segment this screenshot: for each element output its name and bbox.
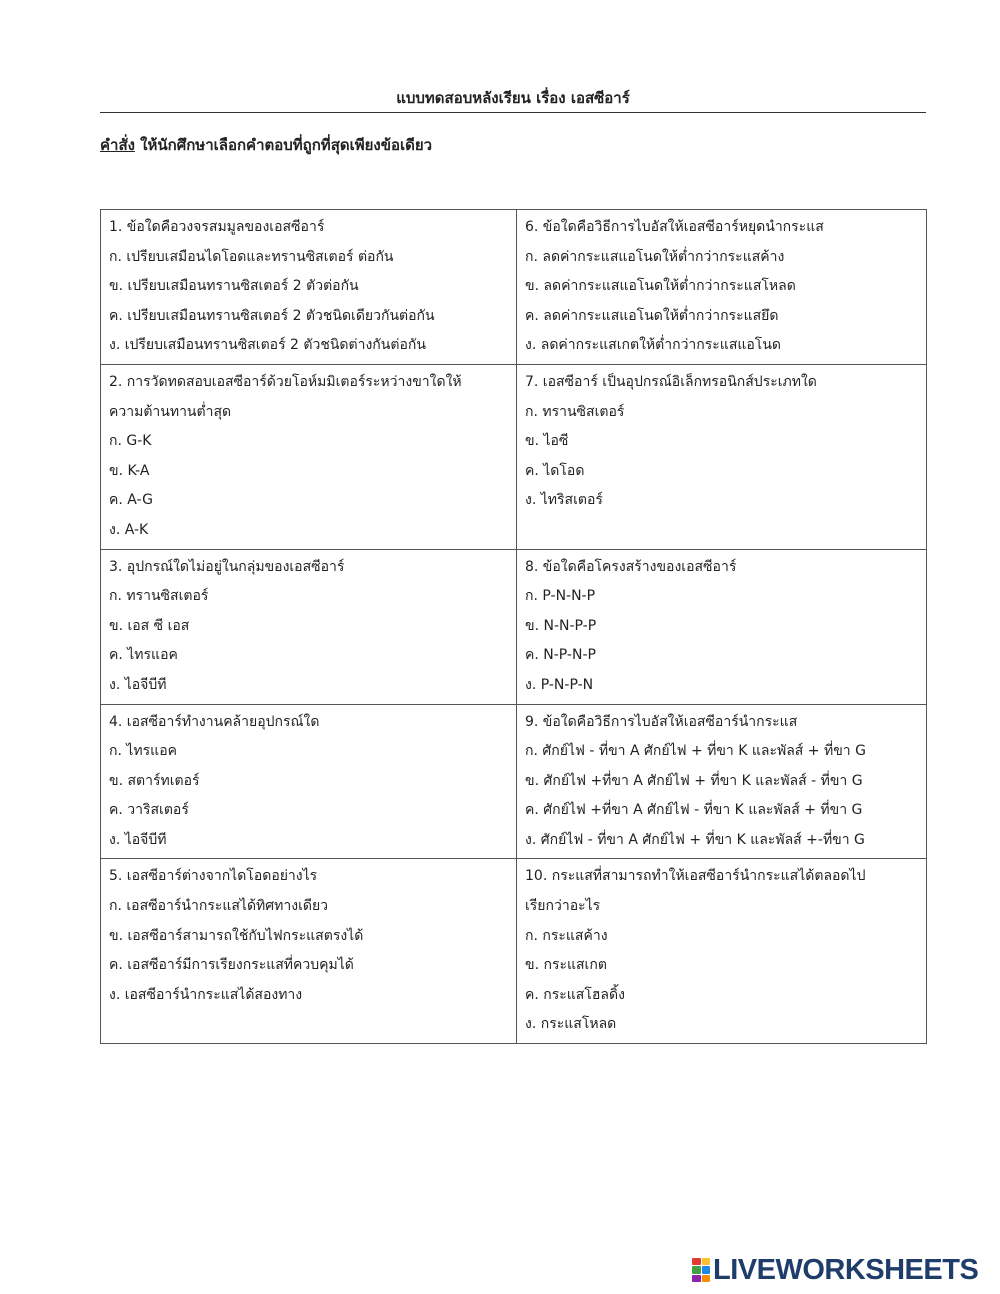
answer-choice: ก. ทรานซิสเตอร์ xyxy=(109,588,209,605)
question-text: 4. เอสซีอาร์ทำงานคล้ายอุปกรณ์ใด xyxy=(109,713,320,730)
question-text: 1. ข้อใดคือวงจรสมมูลของเอสซีอาร์ xyxy=(109,219,325,235)
page-title: แบบทดสอบหลังเรียน เรื่อง เอสซีอาร์ xyxy=(396,89,630,107)
logo-block xyxy=(692,1266,701,1273)
question-cell xyxy=(101,364,517,549)
answer-choice: ข. เอส ซี เอส xyxy=(109,617,190,634)
answer-choice: ง. ไอจีบีที xyxy=(109,831,167,848)
table-row xyxy=(101,210,927,365)
title-divider xyxy=(100,112,926,113)
logo-block xyxy=(702,1258,711,1265)
question-text: 8. ข้อใดคือโครงสร้างของเอสซีอาร์ xyxy=(525,558,737,575)
question-cell xyxy=(101,859,517,1044)
answer-choice: ข. เปรียบเสมือนทรานซิสเตอร์ 2 ตัวต่อกัน xyxy=(109,278,359,295)
question-cell xyxy=(517,704,927,859)
answer-choice: ก. เอสซีอาร์นำกระแสได้ทิศทางเดียว xyxy=(109,898,329,915)
question-cell xyxy=(101,704,517,859)
answer-choice: ก. ทรานซิสเตอร์ xyxy=(525,403,625,420)
answer-choice: ก. เปรียบเสมือนไดโอดและทรานซิสเตอร์ ต่อกัน xyxy=(109,248,394,265)
question-text: 3. อุปกรณ์ใดไม่อยู่ในกลุ่มของเอสซีอาร์ xyxy=(109,558,345,575)
answer-choice: ข. ไอซี xyxy=(525,433,569,450)
logo-block xyxy=(702,1266,711,1273)
logo-text: LIVEWORKSHEETS xyxy=(713,1254,979,1286)
question-text: 10. กระแสที่สามารถทำให้เอสซีอาร์นำกระแสได้ตลอดไป xyxy=(525,868,866,885)
answer-choice: ก. ไทรแอค xyxy=(109,743,177,760)
answer-choice: ง. เอสซีอาร์นำกระแสได้สองทาง xyxy=(109,986,303,1003)
answer-choice: ข. กระแสเกต xyxy=(525,957,607,974)
liveworksheets-logo xyxy=(692,1254,978,1286)
answer-choice: ง. ไอจีบีที xyxy=(109,676,167,693)
logo-blocks-icon xyxy=(692,1258,710,1282)
answer-choice: ค. เอสซีอาร์มีการเรียงกระแสที่ควบคุมได้ xyxy=(109,957,354,974)
answer-choice: ค. ไทรแอค xyxy=(109,647,178,664)
question-text: 9. ข้อใดคือวิธีการไบอัสให้เอสซีอาร์นำกระแส xyxy=(525,713,798,730)
question-text: 5. เอสซีอาร์ต่างจากไดโอดอย่างไร xyxy=(109,868,318,885)
answer-choice: ค. กระแสโฮลดิ้ง xyxy=(525,986,625,1003)
answer-choice: ข. เอสซีอาร์สามารถใช้กับไฟกระแสตรงได้ xyxy=(109,927,364,944)
answer-choice: ค. เปรียบเสมือนทรานซิสเตอร์ 2 ตัวชนิดเดียวกันต่อกัน xyxy=(109,307,435,324)
question-cell xyxy=(517,549,927,704)
answer-choice: ง. ศักย์ไฟ - ที่ขา A ศักย์ไฟ + ที่ขา K และพัลส์ +-ที่ขา G xyxy=(525,831,865,848)
answer-choice: ง. กระแสโหลด xyxy=(525,1016,617,1033)
table-row xyxy=(101,549,927,704)
answer-choice: ง. A-K xyxy=(109,521,149,538)
quiz-table xyxy=(100,209,927,1044)
question-text: 7. เอสซีอาร์ เป็นอุปกรณ์อิเล็กทรอนิกส์ประเภทใด xyxy=(525,373,817,390)
question-text-continued: เรียกว่าอะไร xyxy=(525,898,601,915)
answer-choice: ง. ลดค่ากระแสเกตให้ต่ำกว่ากระแสแอโนด xyxy=(525,337,781,354)
logo-block xyxy=(702,1275,711,1282)
question-cell xyxy=(101,210,517,365)
logo-block xyxy=(692,1258,701,1265)
question-text-continued: ความต้านทานต่ำสุด xyxy=(109,403,232,420)
table-row xyxy=(101,704,927,859)
answer-choice: ง. ไทริสเตอร์ xyxy=(525,492,603,509)
answer-choice: ค. ลดค่ากระแสแอโนดให้ต่ำกว่ากระแสยึด xyxy=(525,307,779,324)
answer-choice: ง. P-N-P-N xyxy=(525,676,594,693)
instruction-text: ให้นักศึกษาเลือกคำตอบที่ถูกที่สุดเพียงข้อเดียว xyxy=(134,136,433,154)
table-row xyxy=(101,364,927,549)
question-text: 2. การวัดทดสอบเอสซีอาร์ด้วยโอห์มมิเตอร์ระหว่างขาใดให้ xyxy=(109,373,462,390)
answer-choice: ข. N-N-P-P xyxy=(525,617,597,634)
question-cell xyxy=(517,364,927,549)
answer-choice: ก. P-N-N-P xyxy=(525,588,596,605)
question-cell xyxy=(517,859,927,1044)
question-cell xyxy=(517,210,927,365)
answer-choice: ก. G-K xyxy=(109,433,152,450)
instruction-label: คำสั่ง xyxy=(100,136,135,154)
answer-choice: ก. กระแสค้าง xyxy=(525,927,608,944)
answer-choice: ค. A-G xyxy=(109,492,153,509)
answer-choice: ข. ศักย์ไฟ +ที่ขา A ศักย์ไฟ + ที่ขา K และพัลส์ - ที่ขา G xyxy=(525,772,863,789)
question-text: 6. ข้อใดคือวิธีการไบอัสให้เอสซีอาร์หยุดนำกระแส xyxy=(525,219,824,235)
table-row xyxy=(101,859,927,1044)
answer-choice: ค. N-P-N-P xyxy=(525,647,596,664)
question-cell xyxy=(101,549,517,704)
answer-choice: ค. ศักย์ไฟ +ที่ขา A ศักย์ไฟ - ที่ขา K และพัลส์ + ที่ขา G xyxy=(525,802,863,819)
logo-block xyxy=(692,1275,701,1282)
answer-choice: ข. สตาร์ทเตอร์ xyxy=(109,772,200,789)
answer-choice: ก. ลดค่ากระแสแอโนดให้ต่ำกว่ากระแสค้าง xyxy=(525,248,785,265)
answer-choice: ข. K-A xyxy=(109,462,150,479)
answer-choice: ก. ศักย์ไฟ - ที่ขา A ศักย์ไฟ + ที่ขา K และพัลส์ + ที่ขา G xyxy=(525,743,866,760)
answer-choice: ข. ลดค่ากระแสแอโนดให้ต่ำกว่ากระแสโหลด xyxy=(525,278,796,295)
answer-choice: ง. เปรียบเสมือนทรานซิสเตอร์ 2 ตัวชนิดต่างกันต่อกัน xyxy=(109,337,426,354)
answer-choice: ค. ไดโอด xyxy=(525,462,585,479)
answer-choice: ค. วาริสเตอร์ xyxy=(109,802,189,819)
instruction xyxy=(100,133,926,157)
